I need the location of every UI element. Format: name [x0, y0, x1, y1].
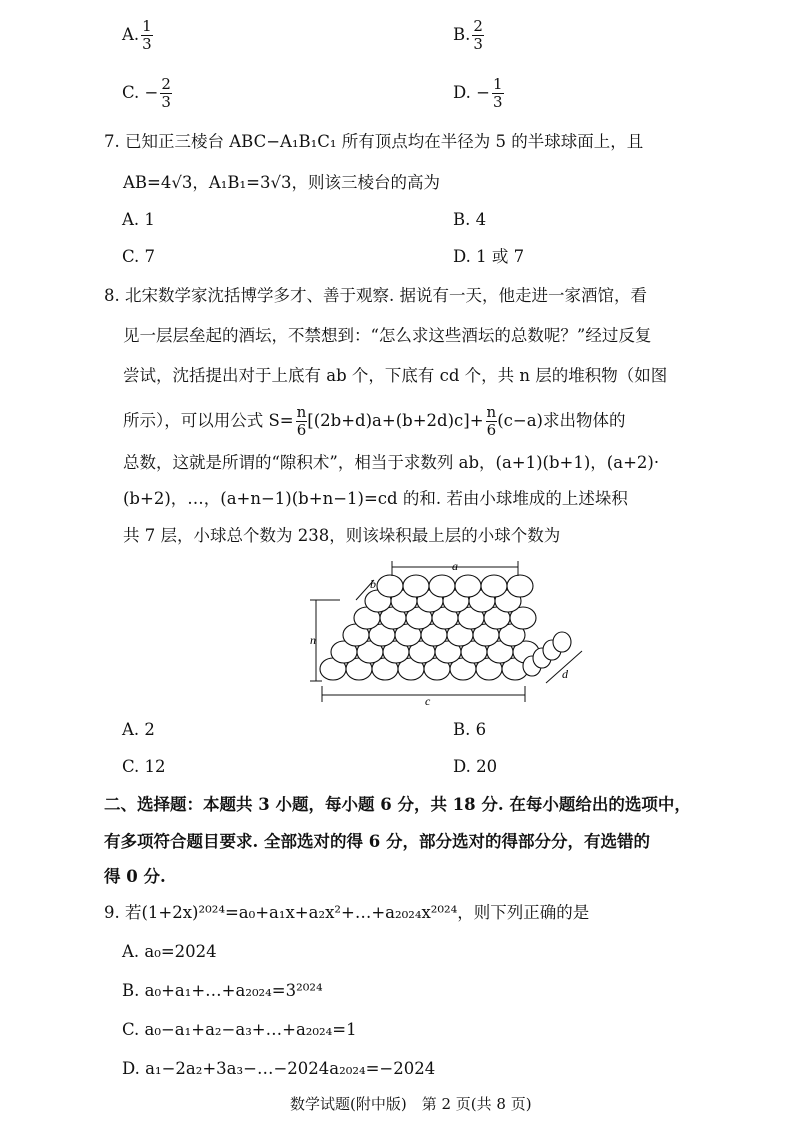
q8-stem-line2: 见一层层垒起的酒坛，不禁想到：“怎么求这些酒坛的总数呢？”经过反复 — [123, 326, 652, 345]
q6-option-c: C. − $\frac{2}{3}$ — [122, 75, 171, 111]
q6-option-d: D. − $\frac{1}{3}$ — [453, 75, 503, 111]
figure-label-d: d — [562, 667, 568, 681]
q8-stem-line6: (b+2)，…，(a+n−1)(b+n−1)=cd 的和. 若由小球堆成的上述垛积 — [123, 489, 628, 508]
ball — [553, 632, 571, 652]
q7-option-c: C. 7 — [122, 247, 156, 266]
stacked-balls-figure — [300, 556, 600, 706]
ball — [507, 575, 533, 597]
q7-option-a: A. 1 — [122, 210, 155, 229]
q7-stem-line2: AB=4√3，A₁B₁=3√3，则该三棱台的高为 — [123, 173, 440, 192]
q8-option-a: A. 2 — [122, 720, 155, 739]
figure-label-a: a — [452, 559, 458, 573]
q8-option-d: D. 20 — [453, 757, 498, 776]
q8-stem-line1: 8. 北宋数学家沈括博学多才、善于观察. 据说有一天，他走进一家酒馆，看 — [104, 286, 647, 305]
q6-b-fraction: $\frac{2}{3}$ — [473, 17, 483, 53]
section2-line3: 得 0 分. — [104, 867, 166, 886]
q7-option-b: B. 4 — [453, 210, 487, 229]
q7-option-d: D. 1 或 7 — [453, 247, 525, 266]
ball — [481, 575, 507, 597]
ball — [455, 575, 481, 597]
figure-label-n: n — [310, 633, 316, 647]
ball — [403, 575, 429, 597]
q8-option-c: C. 12 — [122, 757, 166, 776]
q9-option-c: C. a₀−a₁+a₂−a₃+…+a₂₀₂₄=1 — [122, 1020, 357, 1039]
q6-a-fraction: $\frac{1}{3}$ — [142, 17, 152, 53]
q6-d-fraction: $\frac{1}{3}$ — [492, 75, 503, 111]
q6-c-fraction: $\frac{2}{3}$ — [161, 75, 171, 111]
figure-label-c: c — [425, 694, 431, 706]
q9-option-b: B. a₀+a₁+…+a₂₀₂₄=3²⁰²⁴ — [122, 981, 323, 1000]
q9-option-d: D. a₁−2a₂+3a₃−…−2024a₂₀₂₄=−2024 — [122, 1059, 436, 1078]
q8-stem-line3: 尝试，沈括提出对于上底有 ab 个，下底有 cd 个，共 n 层的堆积物（如图 — [123, 366, 668, 385]
q7-stem-line1: 7. 已知正三棱台 ABC−A₁B₁C₁ 所有顶点均在半径为 5 的半球球面上，且 — [104, 132, 644, 151]
section2-line2: 有多项符合题目要求. 全部选对的得 6 分，部分选对的得部分分，有选错的 — [104, 832, 650, 851]
q6-option-a: A. $\frac{1}{3}$ — [122, 17, 152, 53]
ball — [429, 575, 455, 597]
figure-label-b: b — [370, 577, 376, 591]
q8-stem-line5: 总数，这就是所谓的“隙积术”，相当于求数列 ab，(a+1)(b+1)，(a+2)· — [123, 453, 660, 472]
q8-option-b: B. 6 — [453, 720, 487, 739]
ball — [377, 575, 403, 597]
q8-frac-1: $\frac{n}{6}$ — [296, 403, 307, 439]
q6-option-b: B. $\frac{2}{3}$ — [453, 17, 483, 53]
q9-stem: 9. 若(1+2x)²⁰²⁴=a₀+a₁x+a₂x²+…+a₂₀₂₄x²⁰²⁴，则下列正确的是 — [104, 903, 590, 922]
q8-stem-line7: 共 7 层，小球总个数为 238，则该垛积最上层的小球个数为 — [123, 526, 561, 545]
q8-stem-line4: 所示），可以用公式 S= $\frac{n}{6}$ [(2b+d)a+(b+2d)c]+ $\frac{n}{6}$ (c−a)求出物体的 — [123, 403, 626, 439]
q8-frac-2: $\frac{n}{6}$ — [486, 403, 497, 439]
section2-line1: 二、选择题：本题共 3 小题，每小题 6 分，共 18 分. 在每小题给出的选项中， — [104, 795, 691, 814]
q9-option-a: A. a₀=2024 — [122, 942, 217, 961]
page-footer: 数学试题(附中版) 第 2 页(共 8 页) — [290, 1095, 532, 1113]
